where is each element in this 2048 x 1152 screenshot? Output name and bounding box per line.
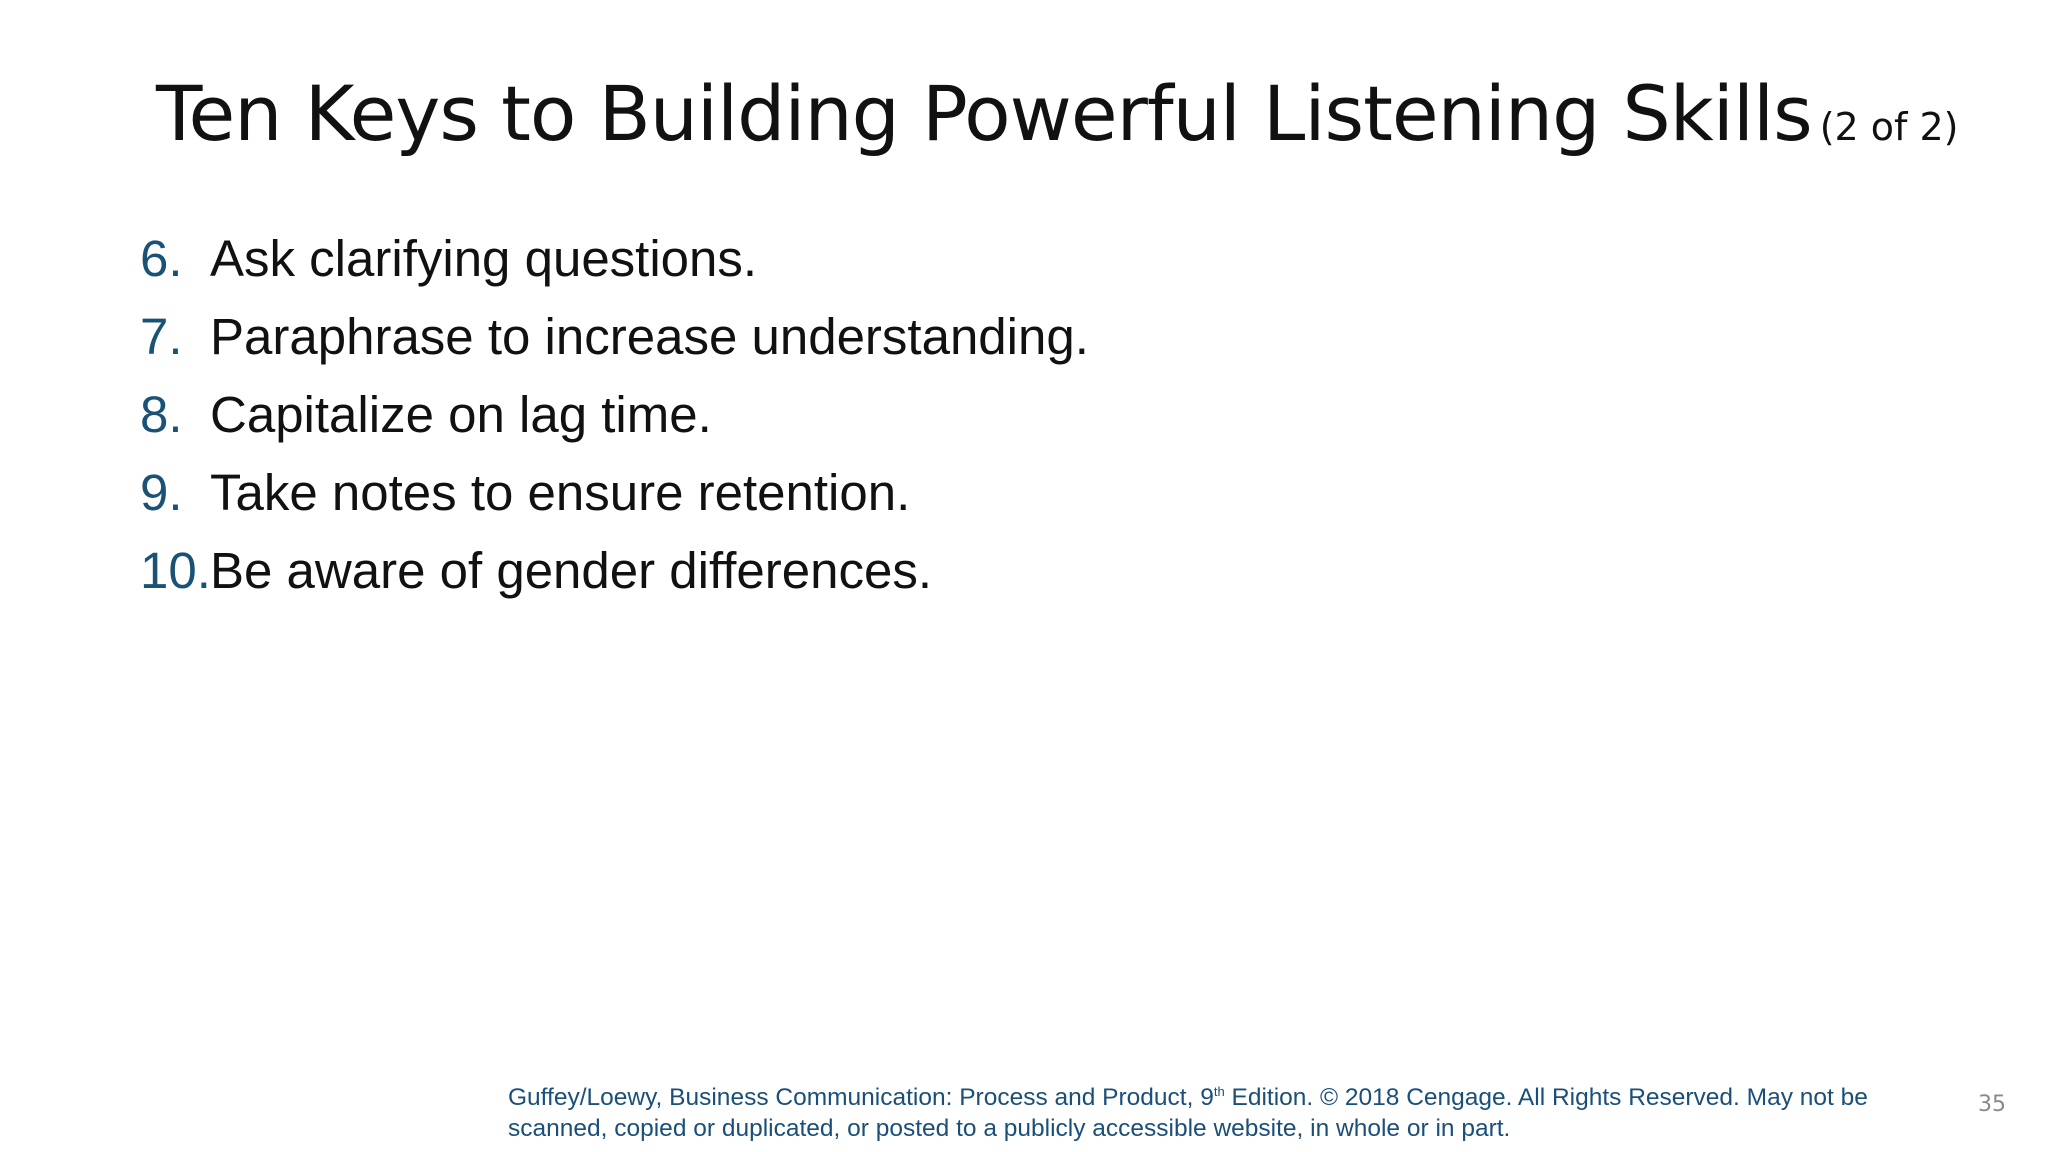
item-number: 10. — [140, 542, 211, 599]
item-text: Ask clarifying questions. — [210, 230, 758, 287]
footer-text-start: Guffey/Loewy, Business Communication: Process and Product, 9 — [508, 1084, 1214, 1111]
list-item — [140, 376, 1089, 454]
item-number: 9. — [140, 464, 183, 521]
listening-keys-list — [140, 220, 1089, 610]
item-text: Paraphrase to increase understanding. — [210, 308, 1089, 365]
list-item — [140, 532, 1089, 610]
item-text: Be aware of gender differences. — [210, 542, 933, 599]
item-number: 6. — [140, 230, 183, 287]
footer-superscript: th — [1213, 1083, 1225, 1099]
slide-title — [156, 68, 1958, 159]
slide-number: 35 — [1978, 1092, 2006, 1117]
title-suffix: (2 of 2) — [1819, 105, 1959, 149]
footer-text-end: Edition. © 2018 Cengage. All Rights Reserved. May not be scanned, copied or duplicated, or posted to a publicly accessible website, in whole or in part. — [508, 1084, 1868, 1142]
item-number: 7. — [140, 308, 183, 365]
list-item — [140, 454, 1089, 532]
list-item — [140, 220, 1089, 298]
copyright-footer — [508, 1082, 1928, 1144]
item-text: Take notes to ensure retention. — [210, 464, 911, 521]
item-text: Capitalize on lag time. — [210, 386, 712, 443]
title-main: Ten Keys to Building Powerful Listening Skills — [156, 69, 1812, 158]
list-item — [140, 298, 1089, 376]
item-number: 8. — [140, 386, 183, 443]
